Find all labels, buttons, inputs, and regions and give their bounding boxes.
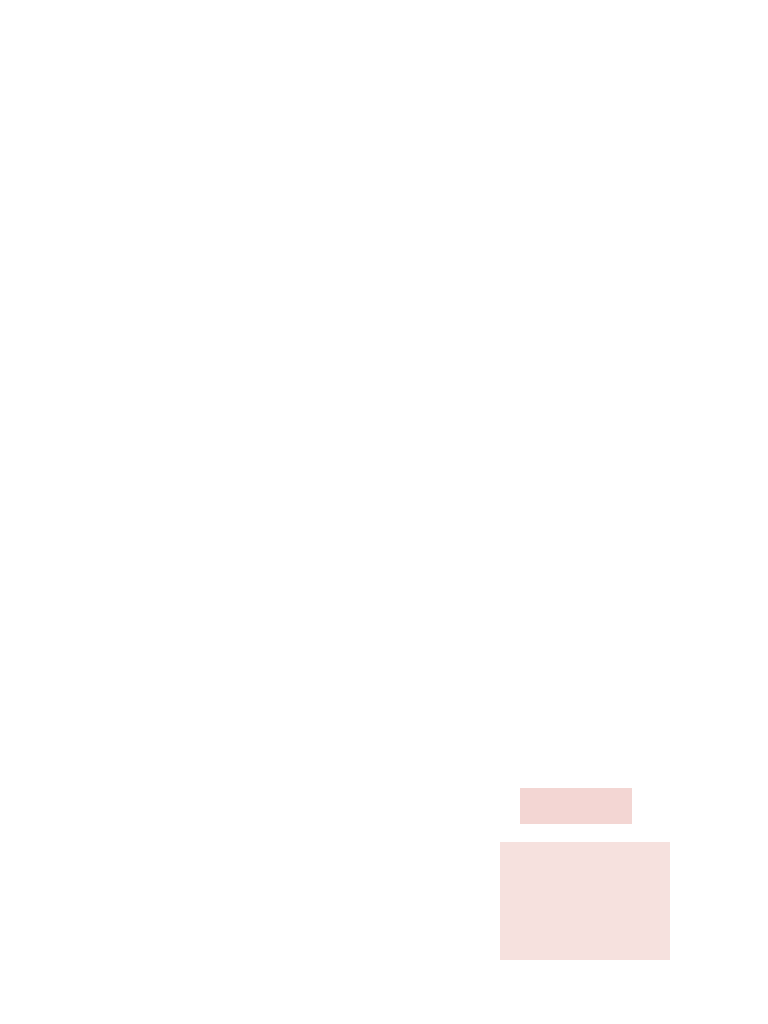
cardiac-muscle-figure [500, 788, 678, 968]
left-column [60, 75, 390, 94]
section-heading [60, 75, 390, 94]
cardiac-muscle-illustration [500, 842, 670, 960]
muscle-fiber-photo [520, 788, 632, 824]
